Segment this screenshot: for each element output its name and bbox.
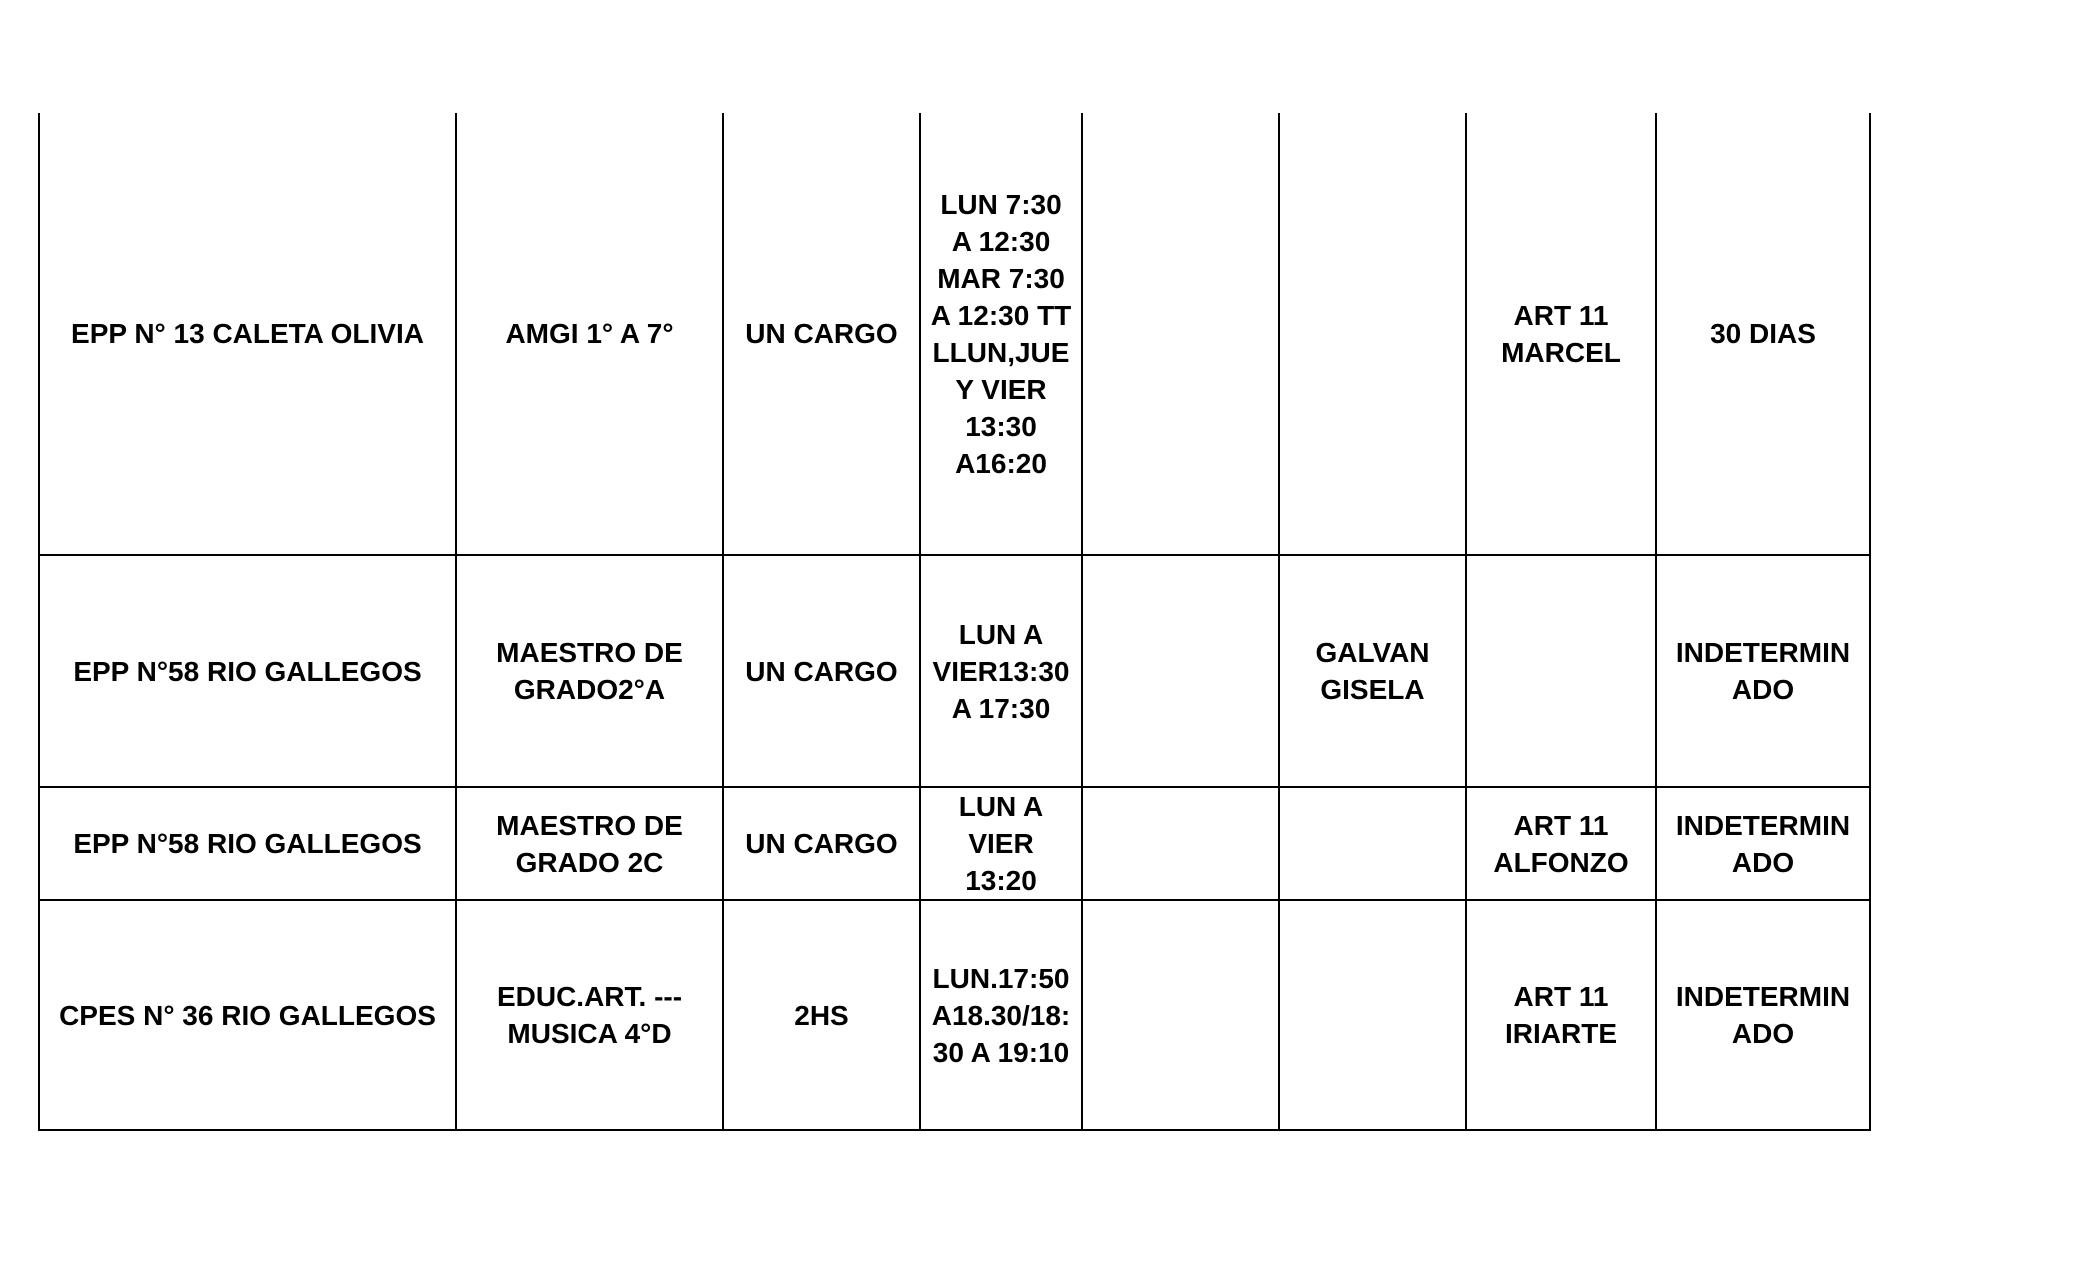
cell-duration: 30 DIAS	[1656, 113, 1870, 555]
cell-reason	[1466, 555, 1656, 787]
cell-teacher	[1279, 900, 1466, 1130]
cell-position: EDUC.ART. --- MUSICA 4°D	[456, 900, 723, 1130]
cell-load: UN CARGO	[723, 787, 920, 900]
cell-teacher: GALVAN GISELA	[1279, 555, 1466, 787]
cell-empty	[1082, 555, 1279, 787]
cell-duration: INDETERMIN ADO	[1656, 555, 1870, 787]
cell-schedule: LUN A VIER 13:20	[920, 787, 1082, 900]
cell-load: 2HS	[723, 900, 920, 1130]
cell-position: MAESTRO DE GRADO2°A	[456, 555, 723, 787]
cell-empty	[1082, 113, 1279, 555]
cell-position: MAESTRO DE GRADO 2C	[456, 787, 723, 900]
assignments-table	[38, 113, 1871, 1131]
cell-duration: INDETERMIN ADO	[1656, 900, 1870, 1130]
cell-reason: ART 11 IRIARTE	[1466, 900, 1656, 1130]
cell-position: AMGI 1° A 7°	[456, 113, 723, 555]
table-row	[39, 113, 1870, 555]
cell-school: EPP N° 13 CALETA OLIVIA	[39, 113, 456, 555]
cell-load: UN CARGO	[723, 113, 920, 555]
cell-teacher	[1279, 113, 1466, 555]
table-row	[39, 900, 1870, 1130]
cell-empty	[1082, 900, 1279, 1130]
cell-reason: ART 11 ALFONZO	[1466, 787, 1656, 900]
cell-empty	[1082, 787, 1279, 900]
cell-teacher	[1279, 787, 1466, 900]
cell-load: UN CARGO	[723, 555, 920, 787]
cell-school: CPES N° 36 RIO GALLEGOS	[39, 900, 456, 1130]
table-row	[39, 555, 1870, 787]
cell-schedule: LUN 7:30 A 12:30 MAR 7:30 A 12:30 TT LLUN,JUE Y VIER 13:30 A16:20	[920, 113, 1082, 555]
cell-school: EPP N°58 RIO GALLEGOS	[39, 787, 456, 900]
cell-schedule: LUN.17:50 A18.30/18: 30 A 19:10	[920, 900, 1082, 1130]
cell-schedule: LUN A VIER13:30 A 17:30	[920, 555, 1082, 787]
cell-duration: INDETERMIN ADO	[1656, 787, 1870, 900]
table-row	[39, 787, 1870, 900]
cell-school: EPP N°58 RIO GALLEGOS	[39, 555, 456, 787]
cell-reason: ART 11 MARCEL	[1466, 113, 1656, 555]
